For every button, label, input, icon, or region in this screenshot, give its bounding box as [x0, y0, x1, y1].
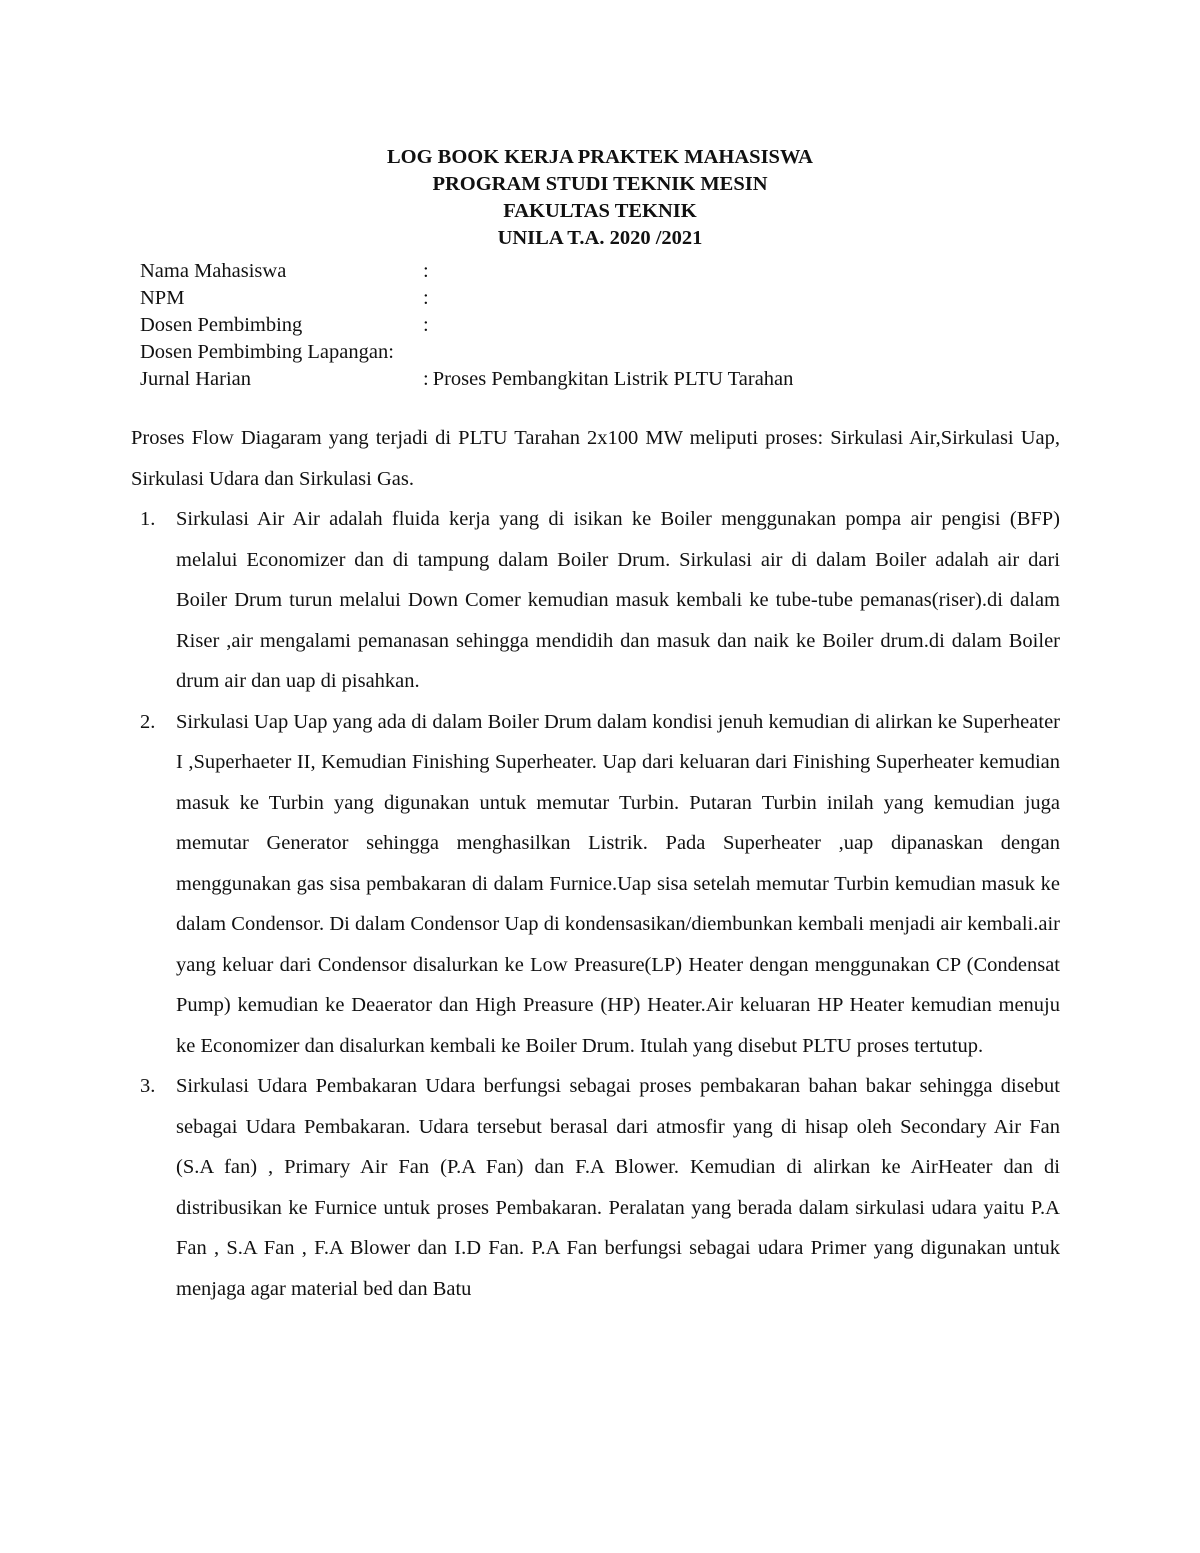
info-label: Nama Mahasiswa — [140, 260, 287, 282]
document-body — [131, 418, 1060, 1309]
info-colon: : — [423, 260, 429, 282]
info-row-dosen — [140, 312, 793, 339]
info-colon: : — [423, 314, 429, 336]
process-list — [131, 499, 1060, 1309]
list-item-text: Sirkulasi Udara Pembakaran Udara berfungsi sebagai proses pembakaran bahan bakar sehingga disebut sebagai Udara Pembakaran. Udara tersebut berasal dari atmosfir yang di hisap oleh Secondary Air Fan (S.A fan) , Primary Air Fan (P.A Fan) dan F.A Blower. Kemudian di alirkan ke AirHeater dan di distribusikan ke Furnice untuk proses Pembakaran. Peralatan yang berada dalam sirkulasi udara yaitu P.A Fan , S.A Fan , F.A Blower dan I.D Fan. P.A Fan berfungsi sebagai udara Primer yang digunakan untuk menjaga agar material bed dan Batu — [176, 1075, 1060, 1300]
info-label: Jurnal Harian — [140, 368, 251, 390]
title-line-4: UNILA T.A. 2020 /2021 — [497, 227, 703, 249]
info-row-nama — [140, 258, 793, 285]
intro-paragraph: Proses Flow Diagaram yang terjadi di PLTU Tarahan 2x100 MW meliputi proses: Sirkulasi Air,Sirkulasi Uap, Sirkulasi Udara dan Sirkulasi Gas. — [131, 427, 1060, 490]
document-title — [0, 144, 1200, 252]
info-colon: : — [423, 368, 429, 390]
info-label: Dosen Pembimbing — [140, 314, 303, 336]
info-label: Dosen Pembimbing Lapangan: — [140, 341, 394, 363]
list-number: 3. — [140, 1075, 156, 1097]
info-row-npm — [140, 285, 793, 312]
info-colon: : — [423, 287, 429, 309]
list-item — [140, 1066, 1060, 1309]
info-row-jurnal — [140, 366, 793, 393]
student-info — [140, 258, 793, 393]
info-label: NPM — [140, 287, 185, 309]
list-item-text: Sirkulasi Air Air adalah fluida kerja yang di isikan ke Boiler menggunakan pompa air pengisi (BFP) melalui Economizer dan di tampung dalam Boiler Drum. Sirkulasi air di dalam Boiler adalah air dari Boiler Drum turun melalui Down Comer kemudian masuk kembali ke tube-tube pemanas(riser).di dalam Riser ,air mengalami pemanasan sehingga mendidih dan masuk dan naik ke Boiler drum.di dalam Boiler drum air dan uap di pisahkan. — [176, 508, 1060, 692]
list-item — [140, 702, 1060, 1067]
info-value: Proses Pembangkitan Listrik PLTU Tarahan — [432, 368, 794, 390]
title-line-1: LOG BOOK KERJA PRAKTEK MAHASISWA — [386, 146, 813, 168]
title-line-3: FAKULTAS TEKNIK — [503, 200, 697, 222]
list-item-text: Sirkulasi Uap Uap yang ada di dalam Boiler Drum dalam kondisi jenuh kemudian di alirkan ke Superheater I ,Superhaeter II, Kemudian Finishing Superheater. Uap dari keluaran dari Finishing Superheater kemudian masuk ke Turbin yang digunakan untuk memutar Turbin. Putaran Turbin inilah yang kemudian juga memutar Generator sehingga menghasilkan Listrik. Pada Superheater ,uap dipanaskan dengan menggunakan gas sisa pembakaran di dalam Furnice.Uap sisa setelah memutar Turbin kemudian masuk ke dalam Condensor. Di dalam Condensor Uap di kondensasikan/diembunkan kembali menjadi air kembali.air yang keluar dari Condensor disalurkan ke Low Preasure(LP) Heater dengan menggunakan CP (Condensat Pump) kemudian ke Deaerator dan High Preasure (HP) Heater.Air keluaran HP Heater kemudian menuju ke Economizer dan disalurkan kembali ke Boiler Drum. Itulah yang disebut PLTU proses tertutup. — [176, 710, 1060, 1057]
list-item — [140, 499, 1060, 702]
info-row-dosen-lapangan — [140, 339, 793, 366]
list-number: 1. — [140, 508, 156, 530]
title-line-2: PROGRAM STUDI TEKNIK MESIN — [432, 173, 768, 195]
list-number: 2. — [140, 710, 156, 733]
